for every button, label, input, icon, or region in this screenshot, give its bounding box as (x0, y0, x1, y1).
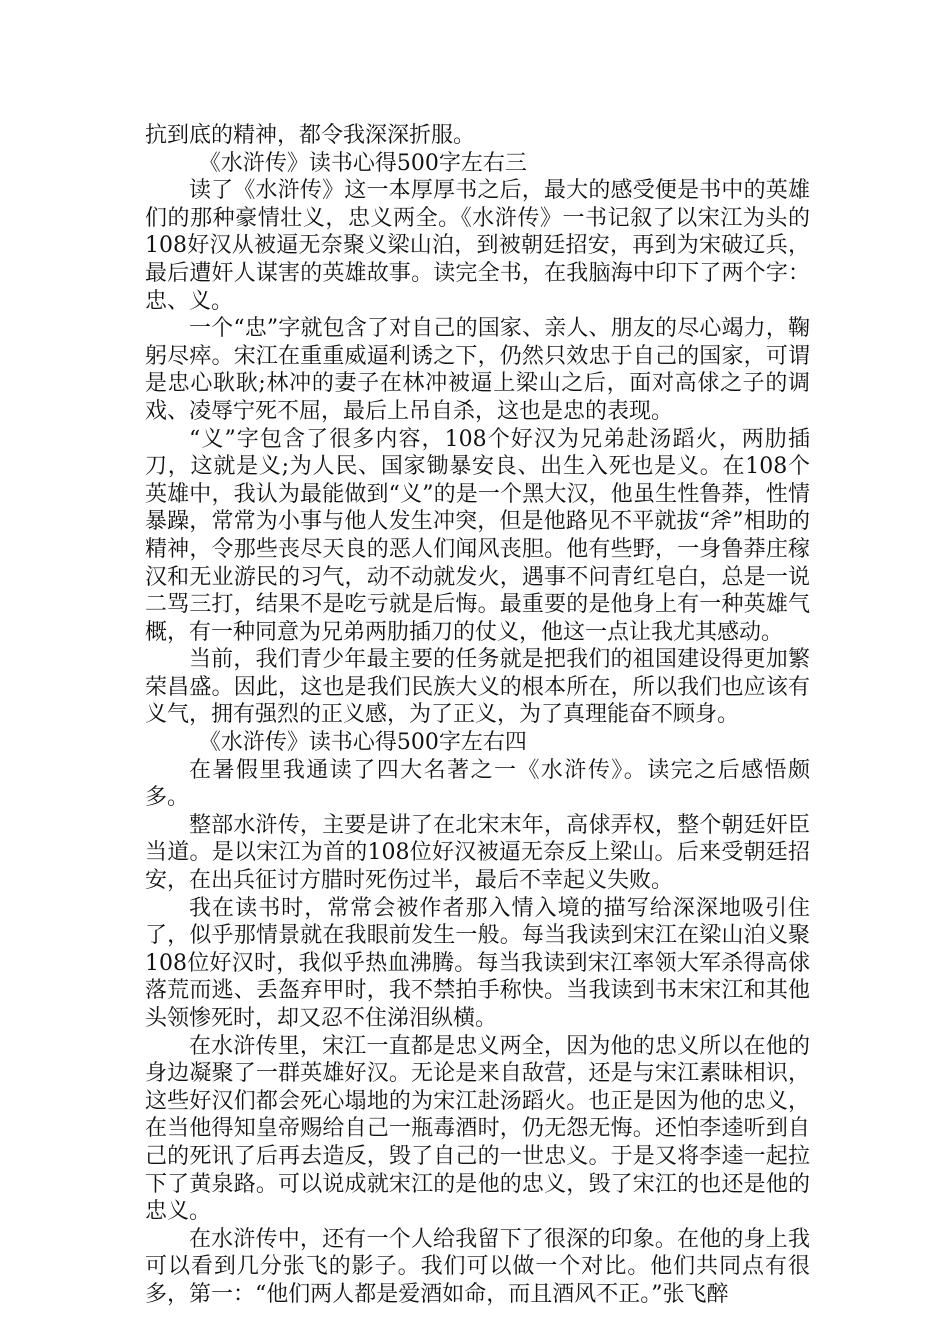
paragraph: 在水浒传中，还有一个人给我留下了很深的印象。在他的身上我可以看到几分张飞的影子。我们可以做一个对比。他们共同点有很多，第一：“他们两人都是爱酒如命，而且酒风不正。”张飞醉 (145, 1226, 810, 1307)
paragraph: 读了《水浒传》这一本厚厚书之后，最大的感受便是书中的英雄们的那种豪情壮义，忠义两全。《水浒传》一书记叙了以宋江为头的108好汉从被逼无奈聚义梁山泊，到被朝廷招安，再到为宋破辽兵，最后遭奸人谋害的英雄故事。读完全书，在我脑海中印下了两个字：忠、义。 (145, 178, 810, 314)
paragraph: 在水浒传里，宋江一直都是忠义两全，因为他的忠义所以在他的身边凝聚了一群英雄好汉。无论是来自敌营，还是与宋江素昧相识，这些好汉们都会死心塌地的为宋江赴汤蹈火。也正是因为他的忠义，在当他得知皇帝赐给自己一瓶毒酒时，仍无怨无悔。还怕李逵听到自己的死讯了后再去造反，毁了自己的一世忠义。于是又将李逵一起拉下了黄泉路。可以说成就宋江的是他的忠义，毁了宋江的也还是他的忠义。 (145, 1033, 810, 1225)
section-heading-4: 《水浒传》读书心得500字左右四 (198, 730, 527, 756)
paragraph: 当前，我们青少年最主要的任务就是把我们的祖国建设得更加繁荣昌盛。因此，这也是我们民族大义的根本所在，所以我们也应该有义气，拥有强烈的正义感，为了正义，为了真理能奋不顾身。 (145, 647, 810, 728)
document-page (145, 122, 810, 1309)
paragraph: 在暑假里我通读了四大名著之一《水浒传》。读完之后感悟颇多。 (145, 757, 810, 811)
paragraph: 我在读书时，常常会被作者那入情入境的描写给深深地吸引住了，似乎那情景就在我眼前发生一般。每当我读到宋江在梁山泊义聚108位好汉时，我似乎热血沸腾。每当我读到宋江率领大军杀得高俅落荒而逃、丢盔弃甲时，我不禁拍手称快。当我读到书末宋江和其他头领惨死时，却又忍不住涕泪纵横。 (145, 895, 810, 1031)
paragraph: “义”字包含了很多内容，108个好汉为兄弟赴汤蹈火，两肋插刀，这就是义;为人民、国家锄暴安良、出生入死也是义。在108个英雄中，我认为最能做到“义”的是一个黑大汉，他虽生性鲁莽，性情暴躁，常常为小事与他人发生冲突，但是他路见不平就拔“斧”相助的精神，令那些丧尽天良的恶人们闻风丧胆。他有些野，一身鲁莽庄稼汉和无业游民的习气，动不动就发火，遇事不问青红皂白，总是一说二骂三打，结果不是吃亏就是后悔。最重要的是他身上有一种英雄气概，有一种同意为兄弟两肋插刀的仗义，他这一点让我尤其感动。 (145, 426, 810, 645)
paragraph: 一个“忠”字就包含了对自己的国家、亲人、朋友的尽心竭力，鞠躬尽瘁。宋江在重重威逼利诱之下，仍然只效忠于自己的国家，可谓是忠心耿耿;林冲的妻子在林冲被逼上梁山之后，面对高俅之子的调戏、凌辱宁死不屈，最后上吊自杀，这也是忠的表现。 (145, 316, 810, 424)
section-heading-3: 《水浒传》读书心得500字左右三 (198, 150, 527, 176)
paragraph: 整部水浒传，主要是讲了在北宋末年，高俅弄权，整个朝廷奸臣当道。是以宋江为首的108位好汉被逼无奈反上梁山。后来受朝廷招安，在出兵征讨方腊时死伤过半，最后不幸起义失败。 (145, 812, 810, 894)
paragraph-continued: 抗到底的精神，都令我深深折服。 (145, 123, 476, 148)
